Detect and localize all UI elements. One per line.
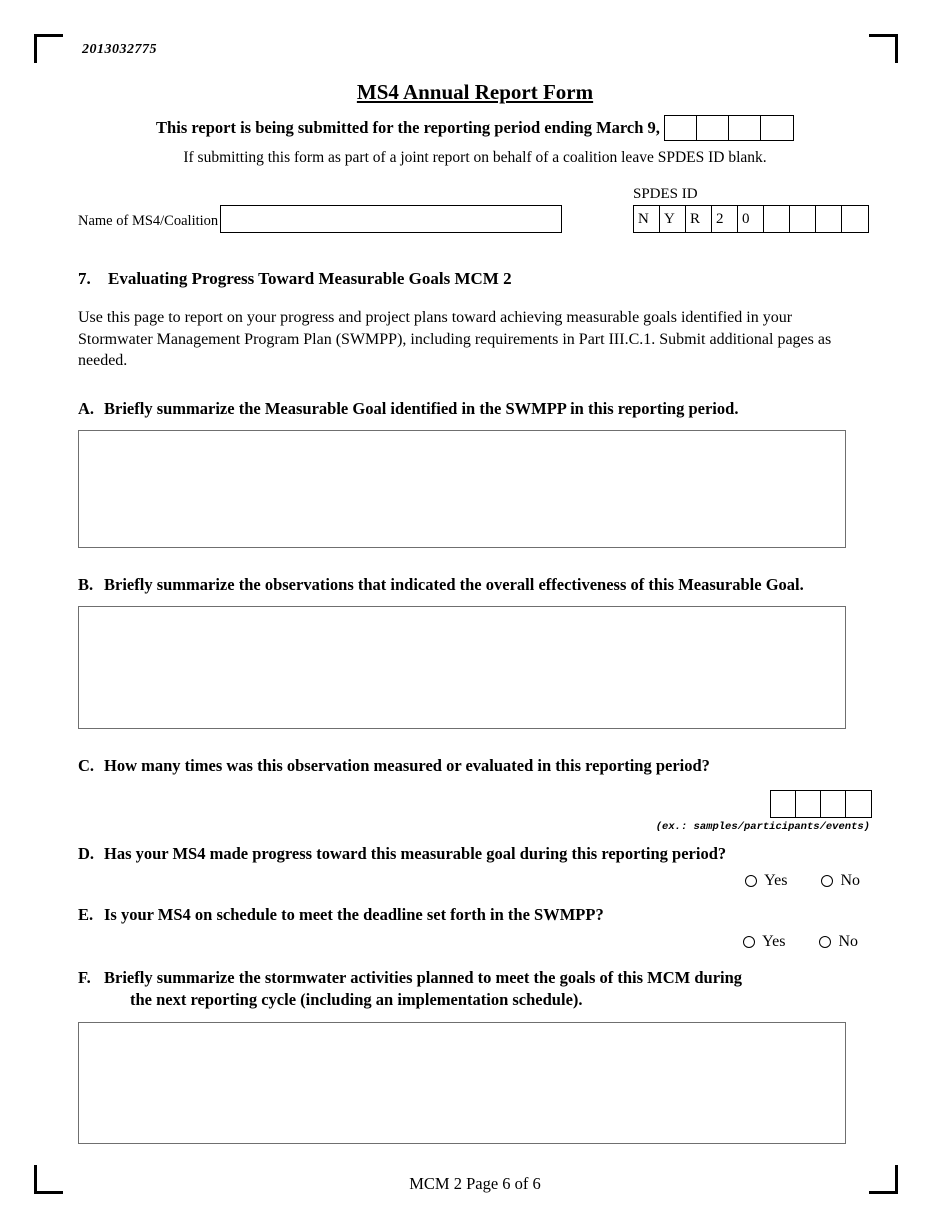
- question-e-letter: E.: [78, 904, 94, 924]
- radio-icon[interactable]: [743, 936, 755, 948]
- section-number: 7.: [78, 269, 91, 288]
- question-e-option-no[interactable]: [819, 933, 858, 951]
- question-c-example-note: (ex.: samples/participants/events): [655, 820, 870, 833]
- form-content: [78, 80, 872, 1194]
- reporting-period-row: [78, 115, 872, 141]
- question-d-letter: D.: [78, 843, 95, 863]
- question-d-text: Has your MS4 made progress toward this measurable goal during this reporting period?: [104, 843, 727, 863]
- page-title: MS4 Annual Report Form: [356, 80, 594, 104]
- count-cell[interactable]: [771, 791, 796, 817]
- question-c-count-boxes[interactable]: [770, 790, 872, 818]
- question-b-text: Briefly summarize the observations that indicated the overall effectiveness of this Measurable Goal.: [104, 575, 804, 595]
- question-b-letter: B.: [78, 575, 94, 595]
- spdes-cell: Y: [660, 206, 686, 232]
- count-cell[interactable]: [821, 791, 846, 817]
- spdes-cell[interactable]: [764, 206, 790, 232]
- count-cell[interactable]: [796, 791, 821, 817]
- name-and-spdes-row: [78, 181, 872, 233]
- question-c: [78, 755, 872, 777]
- question-d-option-no[interactable]: [821, 872, 860, 890]
- count-cell[interactable]: [846, 791, 871, 817]
- radio-icon[interactable]: [821, 875, 833, 887]
- question-f-text-line1: Briefly summarize the stormwater activities planned to meet the goals of this MCM during: [104, 968, 743, 988]
- section-intro-text: Use this page to report on your progress and project plans toward achieving measurable goals identified in your Stormwater Management Program Plan (SWMPP), including requirements in Part III.C.1. Submit additional pages as needed.: [78, 309, 832, 370]
- registration-mark-bottom-left: [34, 1165, 63, 1194]
- spdes-id-group: [633, 186, 869, 233]
- radio-icon[interactable]: [819, 936, 831, 948]
- question-b: [78, 574, 872, 596]
- question-d-options: [78, 872, 872, 890]
- question-e-text: Is your MS4 on schedule to meet the deadline set forth in the SWMPP?: [104, 904, 604, 924]
- question-a: [78, 398, 872, 420]
- question-f: [78, 967, 872, 1012]
- section-title: Evaluating Progress Toward Measurable Goals MCM 2: [108, 269, 512, 288]
- registration-mark-bottom-right: [869, 1165, 898, 1194]
- question-a-letter: A.: [78, 398, 95, 418]
- reporting-year-cell[interactable]: [761, 116, 793, 140]
- section-heading: [78, 269, 872, 289]
- spdes-cell[interactable]: [842, 206, 868, 232]
- reporting-year-cell[interactable]: [665, 116, 697, 140]
- reporting-period-label: This report is being submitted for the reporting period ending March 9,: [156, 118, 660, 137]
- question-e: [78, 904, 872, 926]
- question-e-option-yes-label: Yes: [762, 933, 786, 951]
- question-e-option-no-label: No: [838, 933, 858, 951]
- page-footer: MCM 2 Page 6 of 6: [409, 1173, 541, 1193]
- registration-mark-top-left: [34, 34, 63, 63]
- spdes-cell: N: [634, 206, 660, 232]
- question-f-letter: F.: [78, 968, 91, 988]
- question-e-options: [78, 933, 872, 951]
- reporting-year-boxes[interactable]: [664, 115, 794, 141]
- spdes-cell: 2: [712, 206, 738, 232]
- name-of-ms4-label: Name of MS4/Coalition: [78, 213, 219, 229]
- question-b-answer-box[interactable]: [78, 606, 846, 729]
- question-f-text-line2: the next reporting cycle (including an implementation schedule).: [130, 990, 583, 1010]
- question-a-text: Briefly summarize the Measurable Goal identified in the SWMPP in this reporting period.: [104, 398, 739, 418]
- spdes-id-boxes[interactable]: [633, 205, 869, 233]
- question-e-option-yes[interactable]: [743, 933, 785, 951]
- reporting-year-cell[interactable]: [729, 116, 761, 140]
- joint-report-note: If submitting this form as part of a joint report on behalf of a coalition leave SPDES ID blank.: [183, 149, 767, 166]
- registration-mark-top-right: [869, 34, 898, 63]
- name-of-ms4-input[interactable]: [220, 205, 562, 233]
- question-f-answer-box[interactable]: [78, 1022, 846, 1144]
- question-c-letter: C.: [78, 756, 95, 776]
- spdes-cell: R: [686, 206, 712, 232]
- reporting-year-cell[interactable]: [697, 116, 729, 140]
- question-d: [78, 843, 872, 865]
- spdes-cell[interactable]: [816, 206, 842, 232]
- question-d-option-yes[interactable]: [745, 872, 787, 890]
- question-c-text: How many times was this observation measured or evaluated in this reporting period?: [104, 756, 710, 776]
- radio-icon[interactable]: [745, 875, 757, 887]
- question-d-option-yes-label: Yes: [764, 871, 788, 889]
- spdes-cell[interactable]: [790, 206, 816, 232]
- question-a-answer-box[interactable]: [78, 430, 846, 548]
- spdes-cell: 0: [738, 206, 764, 232]
- document-barcode-number: 2013032775: [82, 42, 157, 57]
- question-c-count-row: [78, 790, 872, 818]
- spdes-id-label: SPDES ID: [633, 186, 698, 202]
- question-d-option-no-label: No: [840, 871, 860, 889]
